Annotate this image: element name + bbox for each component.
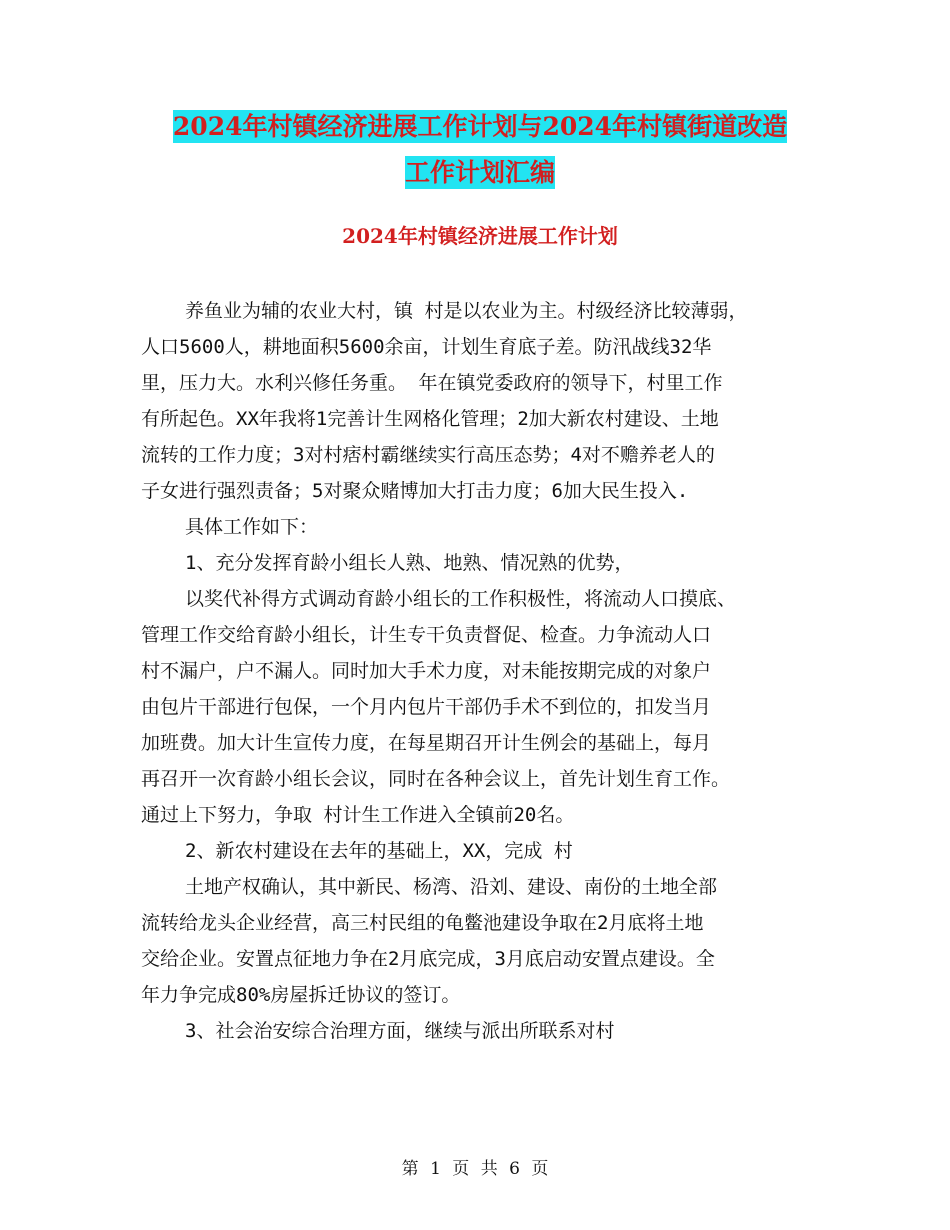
body-line: 里，压力大。水利兴修任务重。 年在镇党委政府的领导下，村里工作 <box>141 372 723 394</box>
body-line: 村不漏户，户不漏人。同时加大手术力度，对未能按期完成的对象户 <box>141 660 712 682</box>
body-line: 土地产权确认，其中新民、杨湾、沿刘、建设、南份的土地全部 <box>185 876 718 898</box>
body-line: 通过上下努力，争取 村计生工作进入全镇前20名。 <box>141 804 575 826</box>
body-line: 流转的工作力度；3对村痞村霸继续实行高压态势；4对不赡养老人的 <box>141 444 715 466</box>
body-line: 年力争完成80%房屋拆迁协议的签订。 <box>141 984 461 1006</box>
body-line: 子女进行强烈责备；5对聚众赌博加大打击力度；6加大民生投入. <box>141 480 689 502</box>
body-line: 具体工作如下： <box>185 516 319 538</box>
body-line: 有所起色。XX年我将1完善计生网格化管理；2加大新农村建设、土地 <box>141 408 719 430</box>
title-line-2: 工作计划汇编 <box>404 158 555 187</box>
body-line: 1、充分发挥育龄小组长人熟、地熟、情况熟的优势， <box>185 552 634 574</box>
body-line: 人口5600人，耕地面积5600余亩，计划生育底子差。防汛战线32华 <box>141 336 712 358</box>
body-line: 再召开一次育龄小组长会议，同时在各种会议上，首先计划生育工作。 <box>141 768 731 790</box>
body-line: 流转给龙头企业经营，高三村民组的龟鳖池建设争取在2月底将土地 <box>141 912 704 934</box>
body-line: 管理工作交给育龄小组长，计生专干负责督促、检查。力争流动人口 <box>141 624 712 646</box>
body-line: 3、社会治安综合治理方面，继续与派出所联系对村 <box>185 1020 615 1042</box>
document-title <box>140 104 820 196</box>
body-text <box>141 293 821 1049</box>
body-line: 养鱼业为辅的农业大村，镇 村是以农业为主。村级经济比较薄弱， <box>185 300 748 322</box>
body-line: 交给企业。安置点征地力争在2月底完成，3月底启动安置点建设。全 <box>141 948 715 970</box>
title-line-1: 2024年村镇经济进展工作计划与2024年村镇街道改造 <box>172 112 788 141</box>
section-title: 2024年村镇经济进展工作计划 <box>342 224 618 248</box>
body-line: 2、新农村建设在去年的基础上，XX，完成 村 <box>185 840 573 862</box>
body-line: 由包片干部进行包保，一个月内包片干部仍手术不到位的，扣发当月 <box>141 696 712 718</box>
body-line: 加班费。加大计生宣传力度，在每星期召开计生例会的基础上，每月 <box>141 732 712 754</box>
body-line: 以奖代补得方式调动育龄小组长的工作积极性，将流动人口摸底、 <box>185 588 737 610</box>
page-footer: 第 1 页 共 6 页 <box>401 1159 549 1179</box>
